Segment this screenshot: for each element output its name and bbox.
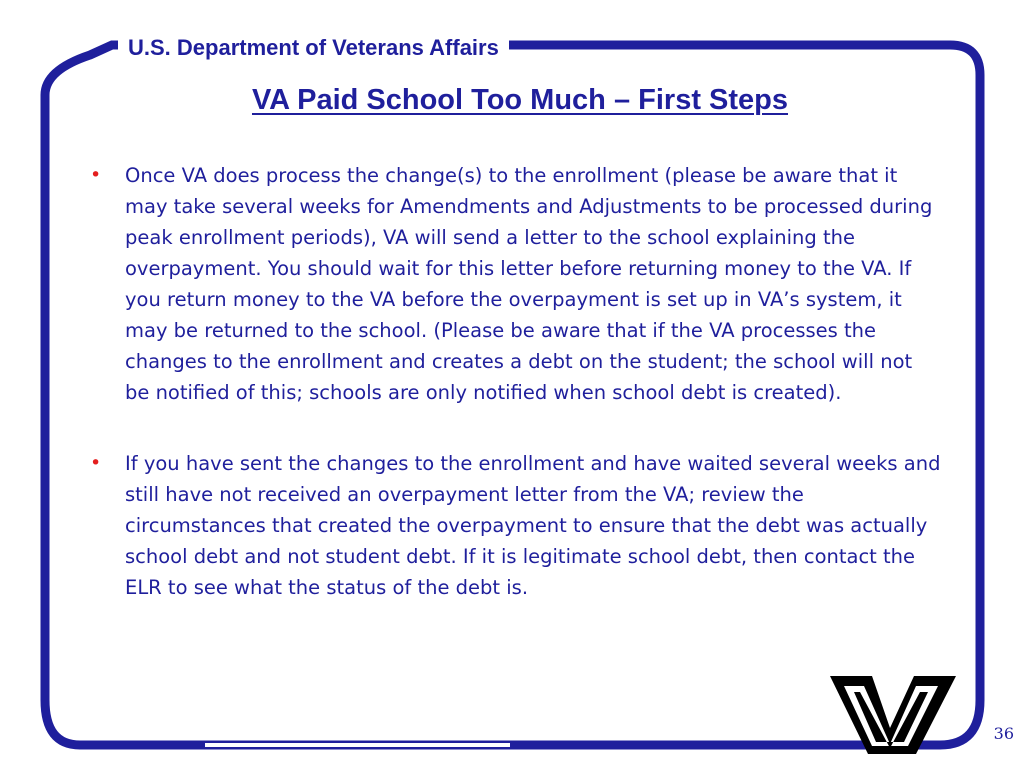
bullet-text-2: If you have sent the changes to the enrollment and have waited several weeks and still have not received an overpayment letter from the VA; review the circumstances that created the overpayment to ensure that the debt was actually school debt and not student debt. If it is legitimate school debt, then contact the ELR to see what the status of the debt is. xyxy=(125,452,941,599)
bullet-text-1: Once VA does process the change(s) to the enrollment (please be aware that it may take several weeks for Amendments and Adjustments to be processed during peak enrollment periods), VA will send a letter to the school explaining the overpayment. You should wait for this letter before returning money to the VA. If you return money to the VA before the overpayment is set up in VA’s system, it may be returned to the school. (Please be aware that if the VA processes the changes to the enrollment and creates a debt on the student; the school will not be notified of this; schools are only notified when school debt is created). xyxy=(125,164,933,404)
bullet-list xyxy=(90,160,942,643)
frame-bottom-highlight xyxy=(205,743,510,747)
slide-number: 36 xyxy=(993,724,1014,743)
agency-header: U.S. Department of Veterans Affairs xyxy=(118,32,509,64)
bullet-item-2 xyxy=(90,448,942,603)
va-logo xyxy=(828,672,958,757)
bullet-dot-icon: • xyxy=(90,452,102,474)
slide-title: VA Paid School Too Much – First Steps xyxy=(251,84,789,116)
bullet-dot-icon: • xyxy=(90,164,102,186)
bullet-item-1 xyxy=(90,160,942,408)
